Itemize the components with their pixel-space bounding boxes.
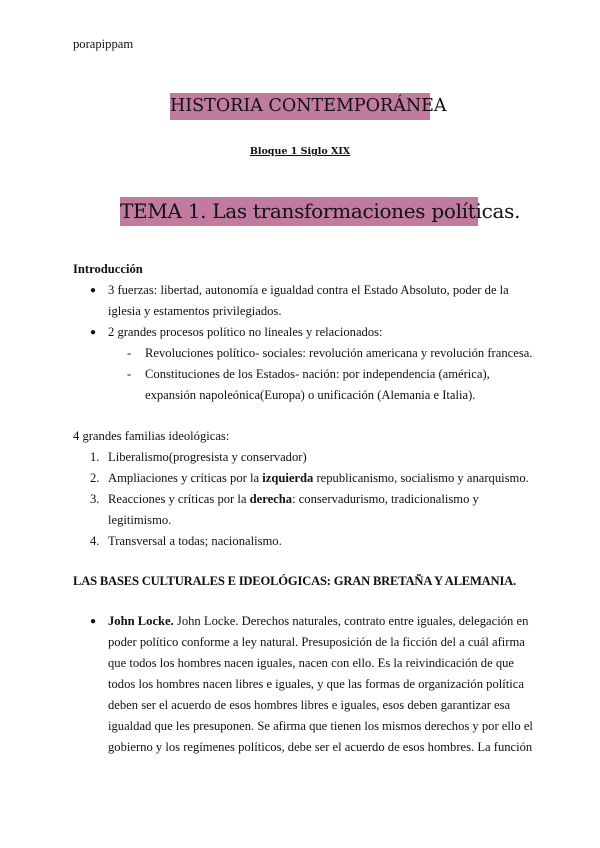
intro-heading: Introducción — [73, 262, 143, 276]
text: republicanismo, socialismo y anarquismo. — [313, 471, 529, 485]
list-number: 1. — [90, 450, 100, 464]
text: Reacciones y críticas por la — [108, 492, 250, 506]
intro-bullet-2: 2 grandes procesos político no lineales y relacionados: — [108, 325, 383, 339]
family-item-3 — [108, 489, 479, 510]
families-heading: 4 grandes familias ideológicas: — [73, 429, 230, 443]
intro-bullet-1: 3 fuerzas: libertad, autonomía e igualdad contra el Estado Absoluto, poder de la — [108, 283, 509, 297]
list-number: 3. — [90, 492, 100, 506]
text: : conservadurismo, tradicionalismo y — [292, 492, 479, 506]
bullet-icon: ● — [90, 327, 97, 338]
locke-line: gobierno y los regímenes políticos, debe ser el acuerdo de esos hombres. La función — [108, 740, 533, 754]
locke-line: que todos los hombres nacen iguales, nacen con ello. Es la reivindicación de que — [108, 656, 515, 670]
family-item-3-cont: legitimismo. — [108, 513, 172, 527]
locke-line: todos los hombres nacen libres e iguales, y que las formas de organización política — [108, 677, 524, 691]
tema-heading: TEMA 1. Las transformaciones políticas. — [120, 197, 478, 226]
list-number: 2. — [90, 471, 100, 485]
locke-name: John Locke. — [108, 614, 174, 628]
intro-bullet-1-cont: iglesia y estamentos privilegiados. — [108, 304, 282, 318]
bases-heading: LAS BASES CULTURALES E IDEOLÓGICAS: GRAN BRETAÑA Y ALEMANIA. — [73, 574, 516, 588]
bold-term: izquierda — [262, 471, 314, 485]
dash-icon: - — [127, 346, 132, 360]
bullet-icon: ● — [90, 616, 97, 627]
locke-line: igualdad que les presuponen. Se afirma que tienen los mismos derechos y por ello el — [108, 719, 533, 733]
locke-line — [108, 611, 528, 632]
bullet-icon: ● — [90, 285, 97, 296]
intro-sub-2: Constituciones de los Estados- nación: por independencia (américa), — [145, 367, 490, 381]
list-number: 4. — [90, 534, 100, 548]
locke-line: deben ser el acuerdo de esos hombres libres e iguales, esos deben garantizar esa — [108, 698, 511, 712]
intro-sub-1: Revoluciones político- sociales: revolución americana y revolución francesa. — [145, 346, 533, 360]
family-item-1: Liberalismo(progresista y conservador) — [108, 450, 307, 464]
author-header: porapippam — [73, 37, 134, 51]
intro-sub-2-cont: expansión napoleónica(Europa) o unificación (Alemania e Italia). — [145, 388, 476, 402]
document-subtitle: Bloque 1 Siglo XIX — [249, 146, 351, 157]
dash-icon: - — [127, 367, 132, 381]
family-item-4: Transversal a todas; nacionalismo. — [108, 534, 282, 548]
locke-line: poder político conforme a ley natural. Presuposición de la ficción del a cuál afirma — [108, 635, 525, 649]
document-title: HISTORIA CONTEMPORÁNEA — [170, 93, 430, 120]
text: John Locke. Derechos naturales, contrato entre iguales, delegación en — [173, 614, 529, 628]
text: Ampliaciones y críticas por la — [108, 471, 263, 485]
family-item-2 — [108, 468, 529, 489]
bold-term: derecha — [249, 492, 293, 506]
